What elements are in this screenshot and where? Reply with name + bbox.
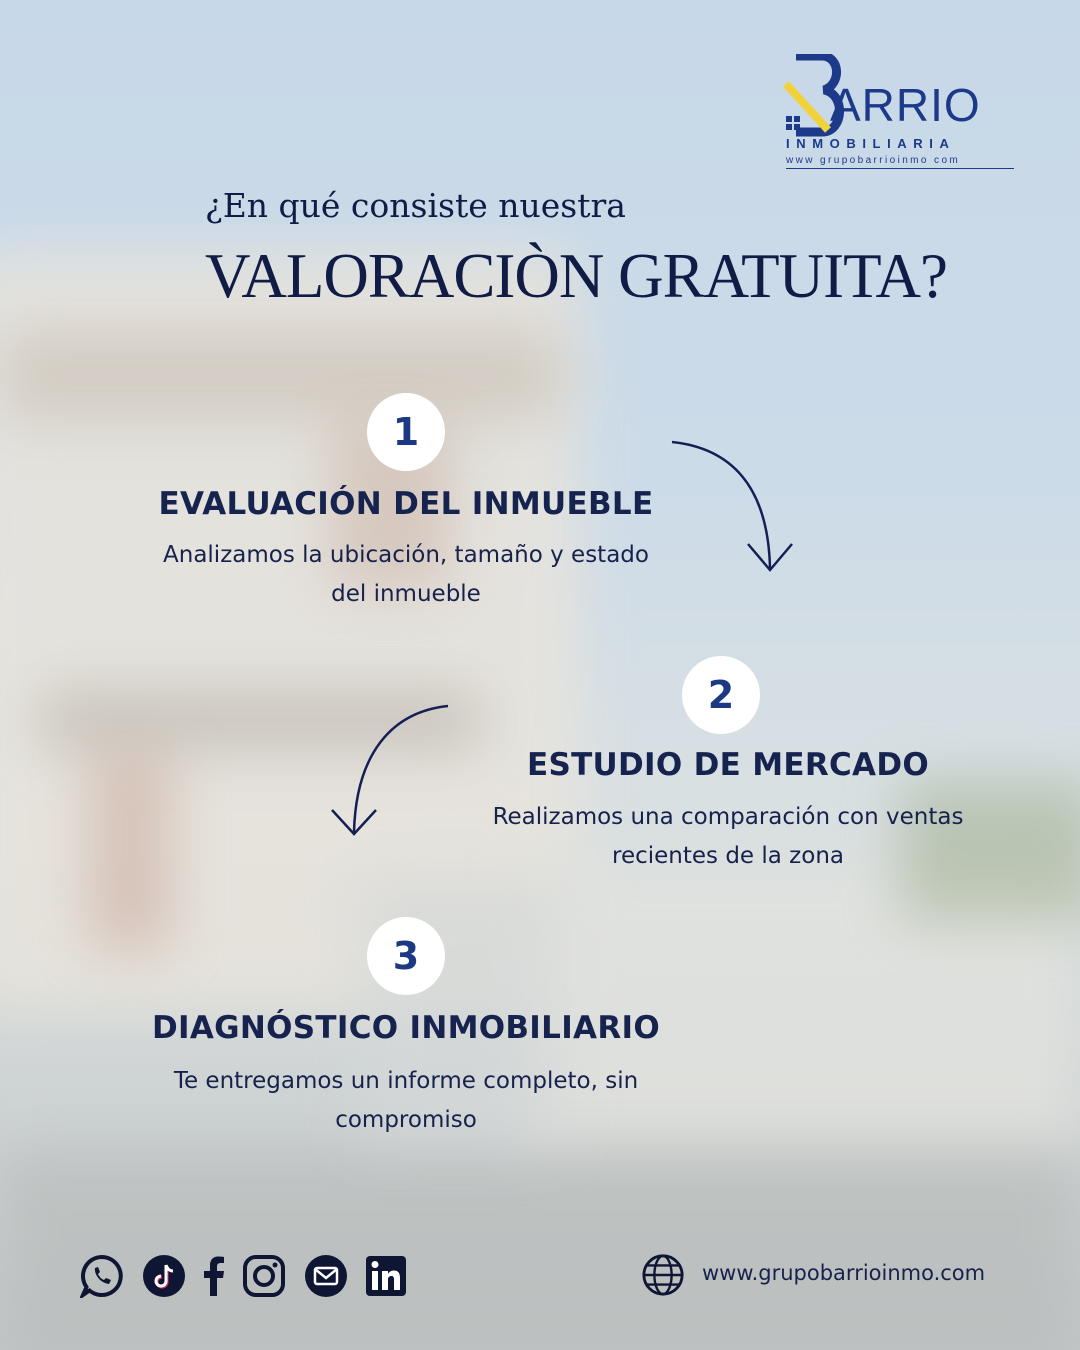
- step-3-title: DIAGNÓSTICO INMOBILIARIO: [152, 1010, 660, 1046]
- facebook-icon[interactable]: [192, 1254, 236, 1298]
- instagram-icon[interactable]: [242, 1254, 286, 1298]
- curved-arrow-down-right-icon: [660, 430, 810, 580]
- step-2-desc-line-2: recientes de la zona: [612, 843, 844, 869]
- heading-line-2: VALORACIÒN GRATUITA?: [205, 241, 947, 311]
- tiktok-icon[interactable]: [142, 1254, 186, 1298]
- step-3-description: [126, 1062, 686, 1140]
- step-1-title: EVALUACIÓN DEL INMUEBLE: [158, 486, 654, 522]
- heading-line-1: ¿En qué consiste nuestra: [205, 186, 626, 225]
- curved-arrow-down-left-icon: [320, 696, 460, 846]
- website-link[interactable]: www.grupobarrioinmo.com: [702, 1261, 986, 1285]
- step-3-number: 3: [367, 917, 445, 995]
- brand-logo[interactable]: [782, 52, 1018, 182]
- step-1-description: [126, 536, 686, 614]
- step-1-desc-line-1: Analizamos la ubicación, tamaño y estado: [163, 542, 649, 568]
- step-2-number: 2: [682, 656, 760, 734]
- linkedin-icon[interactable]: [364, 1254, 408, 1298]
- step-3-desc-line-2: compromiso: [335, 1107, 477, 1133]
- step-1-number: 1: [367, 393, 445, 471]
- step-3-desc-line-1: Te entregamos un informe completo, sin: [173, 1068, 639, 1094]
- logo-url: www grupobarrioinmo com: [786, 155, 1014, 169]
- logo-subtitle: INMOBILIARIA: [786, 136, 956, 151]
- step-1-desc-line-2: del inmueble: [331, 581, 481, 607]
- email-icon[interactable]: [304, 1254, 348, 1298]
- step-2-title: ESTUDIO DE MERCADO: [526, 747, 930, 783]
- step-2-description: [458, 798, 998, 876]
- step-2-desc-line-1: Realizamos una comparación con ventas: [492, 804, 964, 830]
- whatsapp-icon[interactable]: [80, 1254, 124, 1298]
- logo-wordmark: ARRIO: [830, 79, 981, 131]
- globe-icon: [641, 1253, 685, 1297]
